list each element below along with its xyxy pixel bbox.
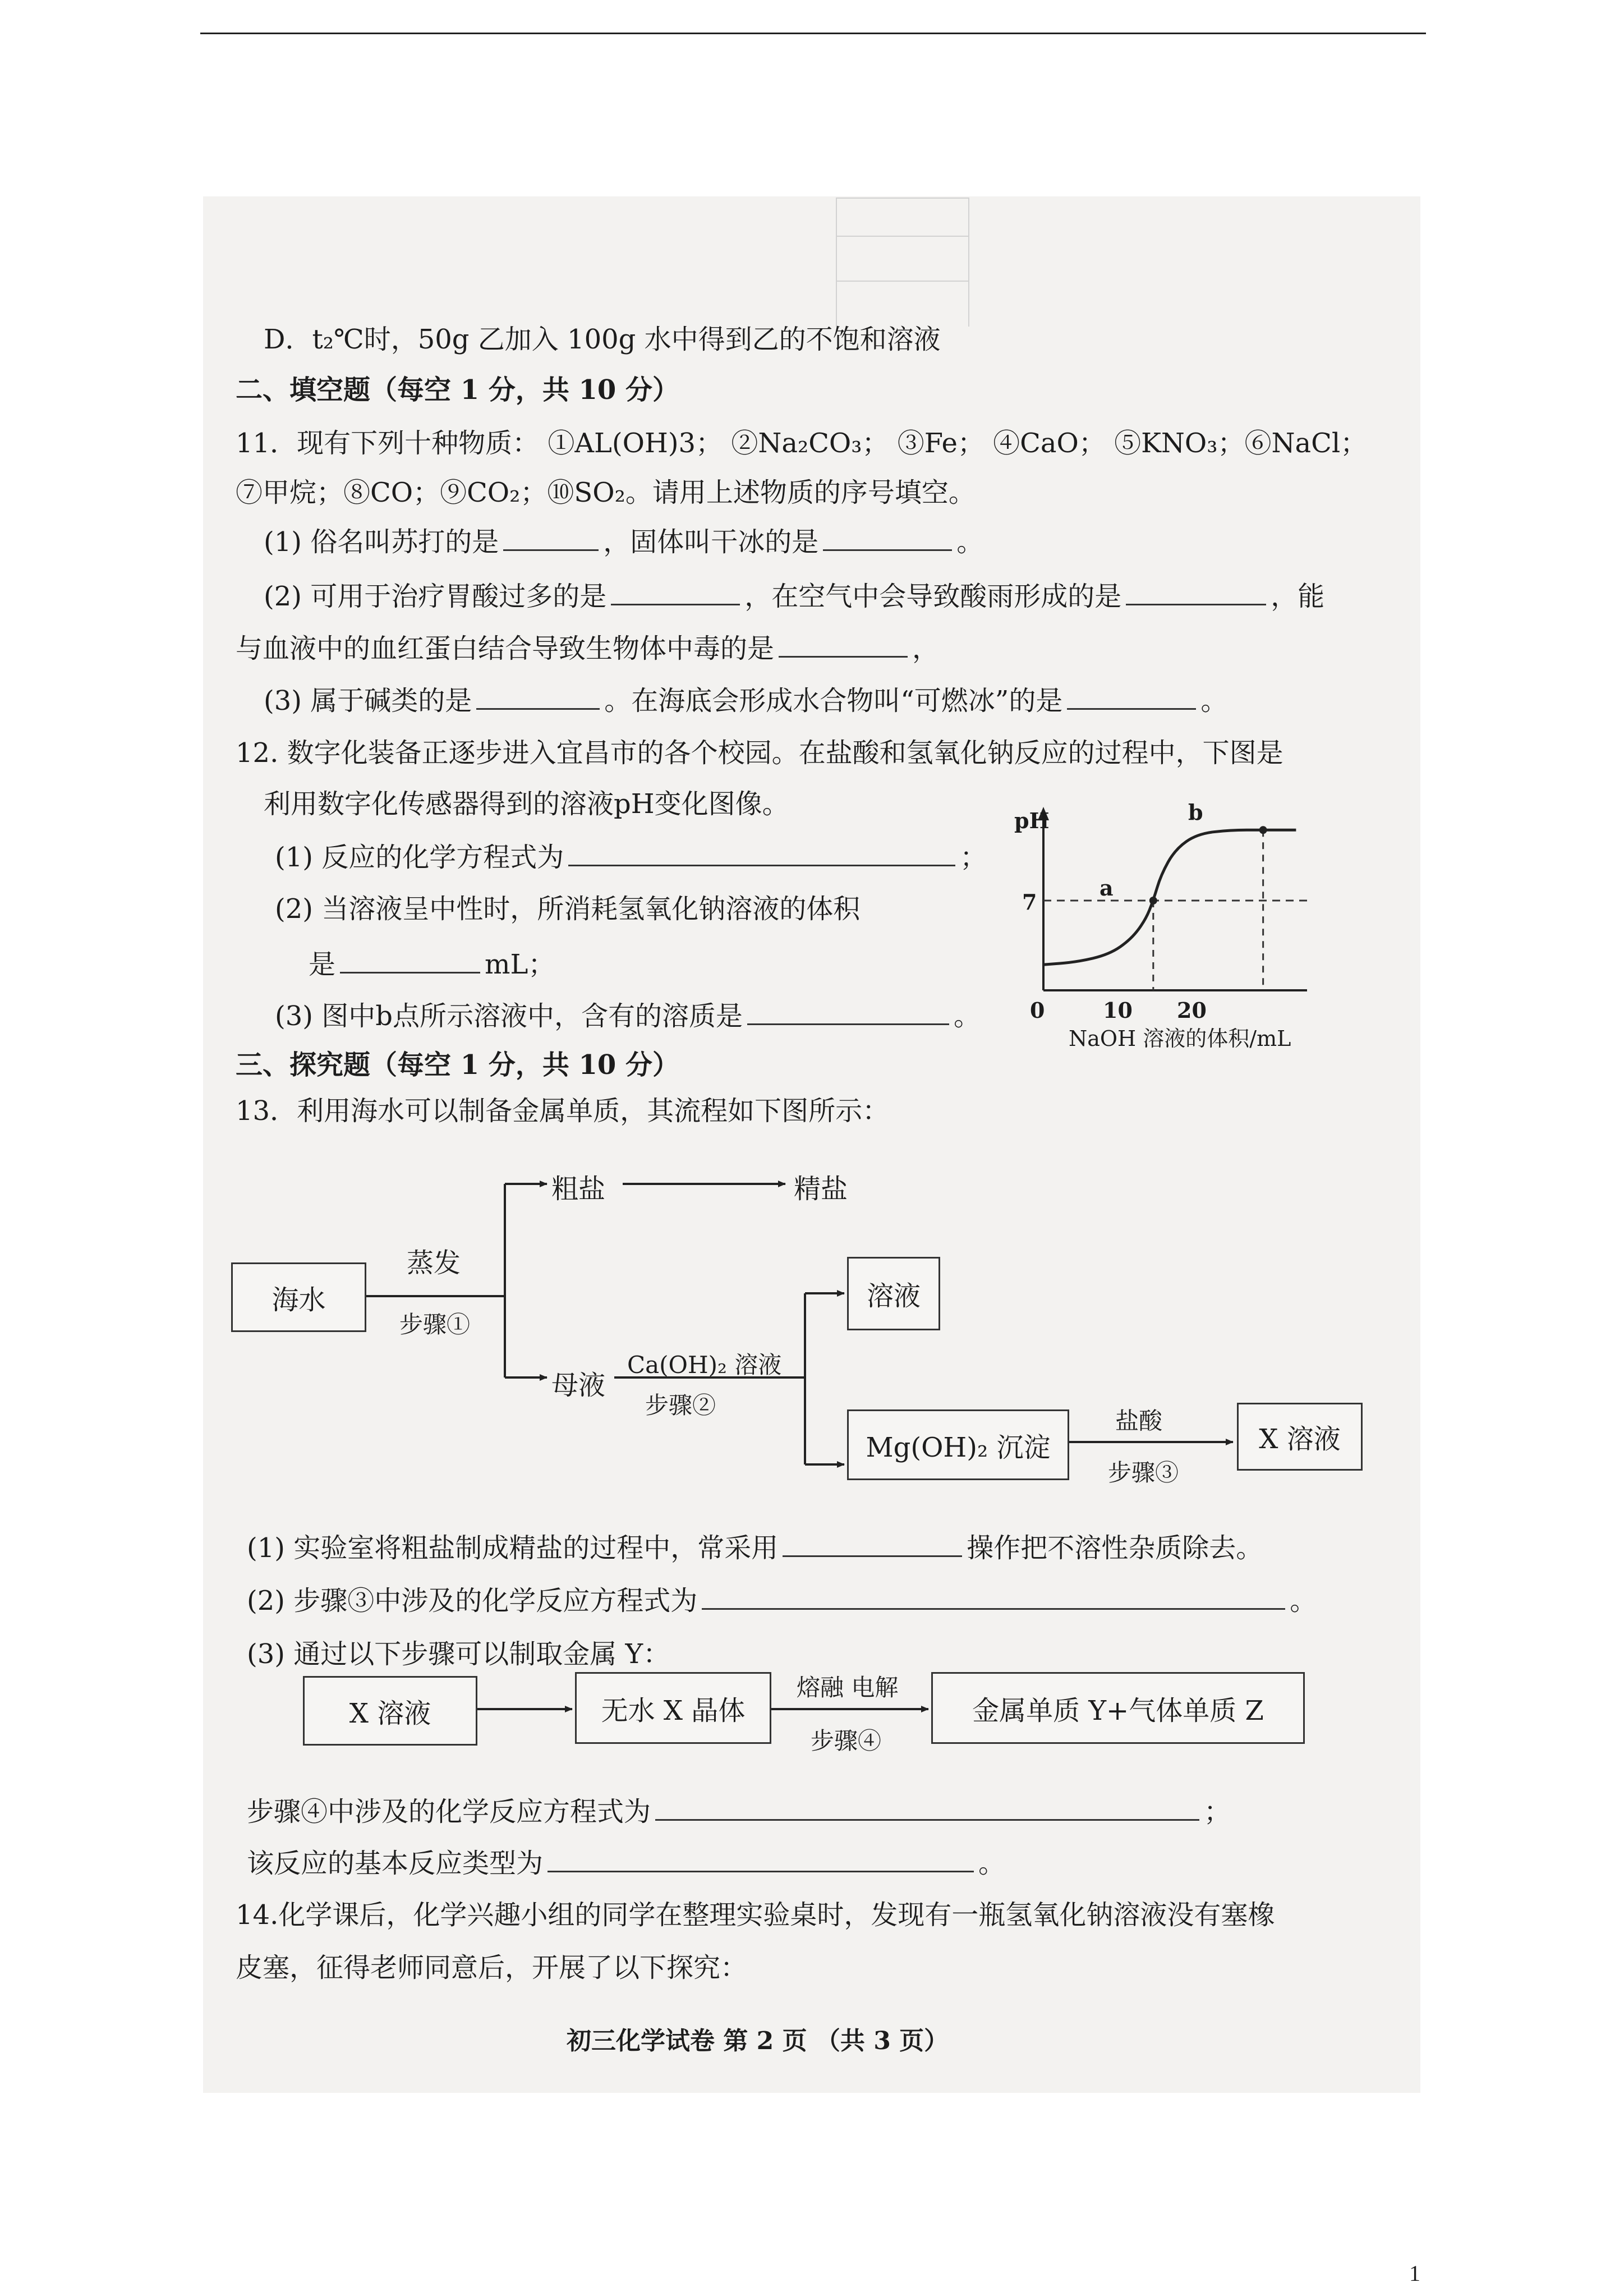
x-axis-label: NaOH 溶液的体积/mL bbox=[1069, 1026, 1291, 1051]
q12-p2-text-c: mL； bbox=[485, 949, 555, 980]
q13-p5-text-a: 该反应的基本反应类型为 bbox=[247, 1848, 544, 1879]
q11-p3-text-b: 。在海底会形成水合物叫“可燃冰”的是 bbox=[604, 685, 1063, 717]
q11-p1-text-a: (1) 俗名叫苏打的是 bbox=[264, 526, 499, 558]
q11-p2-text-b: ，在空气中会导致酸雨形成的是 bbox=[744, 581, 1122, 612]
q11-stem: 11．现有下列十种物质： ①AL(OH)3； ②Na₂CO₃； ③Fe； ④CaO； ⑤KNO₃；⑥NaCl； bbox=[236, 428, 1368, 459]
step-4-label: 步骤④ bbox=[811, 1727, 882, 1755]
q13-stem: 13．利用海水可以制备金属单质，其流程如下图所示： bbox=[236, 1095, 890, 1127]
q13-part-3: (3) 通过以下步骤可以制取金属 Y： bbox=[247, 1638, 670, 1670]
q12-p2-text-b: 是 bbox=[309, 949, 336, 980]
q11-p3-text-c: 。 bbox=[1200, 685, 1228, 717]
q13-p5-text-b: 。 bbox=[978, 1848, 1006, 1879]
x-tick-20: 20 bbox=[1177, 998, 1207, 1023]
page-footer: 初三化学试卷 第 2 页 （共 3 页） bbox=[567, 2027, 949, 2055]
point-a-label: a bbox=[1099, 875, 1114, 901]
q11-p2-text-c: ，能 bbox=[1271, 581, 1325, 612]
q12-stem: 12. 数字化装备正逐步进入宜昌市的各个校园。在盐酸和氢氧化钠反应的过程中，下图是 bbox=[236, 737, 1283, 769]
q14-stem: 14.化学课后，化学兴趣小组的同学在整理实验桌时，发现有一瓶氢氧化钠溶液没有塞橡 bbox=[236, 1899, 1275, 1931]
x-solution-box: X 溶液 bbox=[1237, 1403, 1363, 1471]
q12-p1-text-b: ； bbox=[960, 842, 987, 873]
page-number: 1 bbox=[1409, 2261, 1420, 2286]
q12-part-2: (2) 当溶液呈中性时，所消耗氢氧化钠溶液的体积 bbox=[275, 893, 861, 925]
step-2-label: 步骤② bbox=[645, 1392, 716, 1419]
mother-liquor-label: 母液 bbox=[551, 1370, 606, 1401]
q12-stem-continued: 利用数字化传感器得到的溶液pH变化图像。 bbox=[264, 788, 789, 820]
y-axis-label: pH bbox=[1014, 808, 1050, 833]
point-b-label: b bbox=[1188, 800, 1203, 825]
x-tick-10: 10 bbox=[1103, 998, 1133, 1023]
evaporate-label: 蒸发 bbox=[407, 1247, 461, 1279]
q11-p1-text-b: ，固体叫干冰的是 bbox=[603, 526, 819, 558]
crude-salt-label: 粗盐 bbox=[551, 1173, 606, 1205]
molten-electrolysis-label: 熔融 电解 bbox=[797, 1674, 899, 1701]
magnesium-hydroxide-precipitate-box: Mg(OH)₂ 沉淀 bbox=[847, 1409, 1069, 1480]
q13-p2-text-a: (2) 步骤③中涉及的化学反应方程式为 bbox=[247, 1585, 698, 1617]
seawater-box: 海水 bbox=[231, 1262, 366, 1332]
step-3-label: 步骤③ bbox=[1108, 1459, 1179, 1486]
section-3-title: 三、探究题（每空 1 分，共 10 分） bbox=[236, 1049, 680, 1081]
q11-p2-text-d: 与血液中的血红蛋白结合导致生物体中毒的是 bbox=[236, 633, 775, 664]
x-tick-0: 0 bbox=[1030, 998, 1045, 1023]
q10-option-d: D．t₂℃时，50g 乙加入 100g 水中得到乙的不饱和溶液 bbox=[264, 324, 941, 355]
q12-p3-text-b: 。 bbox=[953, 1000, 981, 1032]
q11-p2-text-e: ， bbox=[912, 633, 940, 664]
q11-stem-continued: ⑦甲烷；⑧CO；⑨CO₂；⑩SO₂。请用上述物质的序号填空。 bbox=[236, 477, 976, 508]
q13-p1-text-b: 操作把不溶性杂质除去。 bbox=[967, 1532, 1263, 1564]
solution-box: 溶液 bbox=[847, 1257, 940, 1330]
refined-salt-label: 精盐 bbox=[794, 1173, 848, 1205]
q11-p3-text-a: (3) 属于碱类的是 bbox=[264, 685, 472, 717]
q13-p1-text-a: (1) 实验室将粗盐制成精盐的过程中，常采用 bbox=[247, 1532, 779, 1564]
step-1-label: 步骤① bbox=[399, 1311, 471, 1338]
hydrochloric-acid-label: 盐酸 bbox=[1115, 1407, 1163, 1435]
q12-p1-text-a: (1) 反应的化学方程式为 bbox=[275, 842, 564, 873]
q13-p4-text-b: ； bbox=[1204, 1796, 1231, 1827]
section-2-title: 二、填空题（每空 1 分，共 10 分） bbox=[236, 374, 680, 406]
q13-part-5 bbox=[247, 1846, 1005, 1880]
q13-p4-text-a: 步骤④中涉及的化学反应方程式为 bbox=[247, 1796, 651, 1827]
q13-part-4 bbox=[247, 1794, 1231, 1829]
q13-p2-text-b: 。 bbox=[1290, 1585, 1317, 1617]
q14-stem-continued: 皮塞，征得老师同意后，开展了以下探究： bbox=[236, 1952, 748, 1983]
q11-p2-text-a: (2) 可用于治疗胃酸过多的是 bbox=[264, 581, 607, 612]
calcium-hydroxide-solution-label: Ca(OH)₂ 溶液 bbox=[627, 1351, 782, 1379]
q11-p1-text-c: 。 bbox=[956, 526, 984, 558]
answer-blank[interactable] bbox=[655, 1794, 1199, 1821]
products-box: 金属单质 Y+气体单质 Z bbox=[931, 1672, 1305, 1744]
x-solution-box-2: X 溶液 bbox=[303, 1676, 477, 1746]
q12-p3-text-a: (3) 图中b点所示溶液中，含有的溶质是 bbox=[275, 1000, 743, 1032]
y-tick-7: 7 bbox=[1022, 889, 1037, 915]
anhydrous-x-crystal-box: 无水 X 晶体 bbox=[575, 1672, 771, 1744]
answer-blank[interactable] bbox=[548, 1846, 974, 1872]
